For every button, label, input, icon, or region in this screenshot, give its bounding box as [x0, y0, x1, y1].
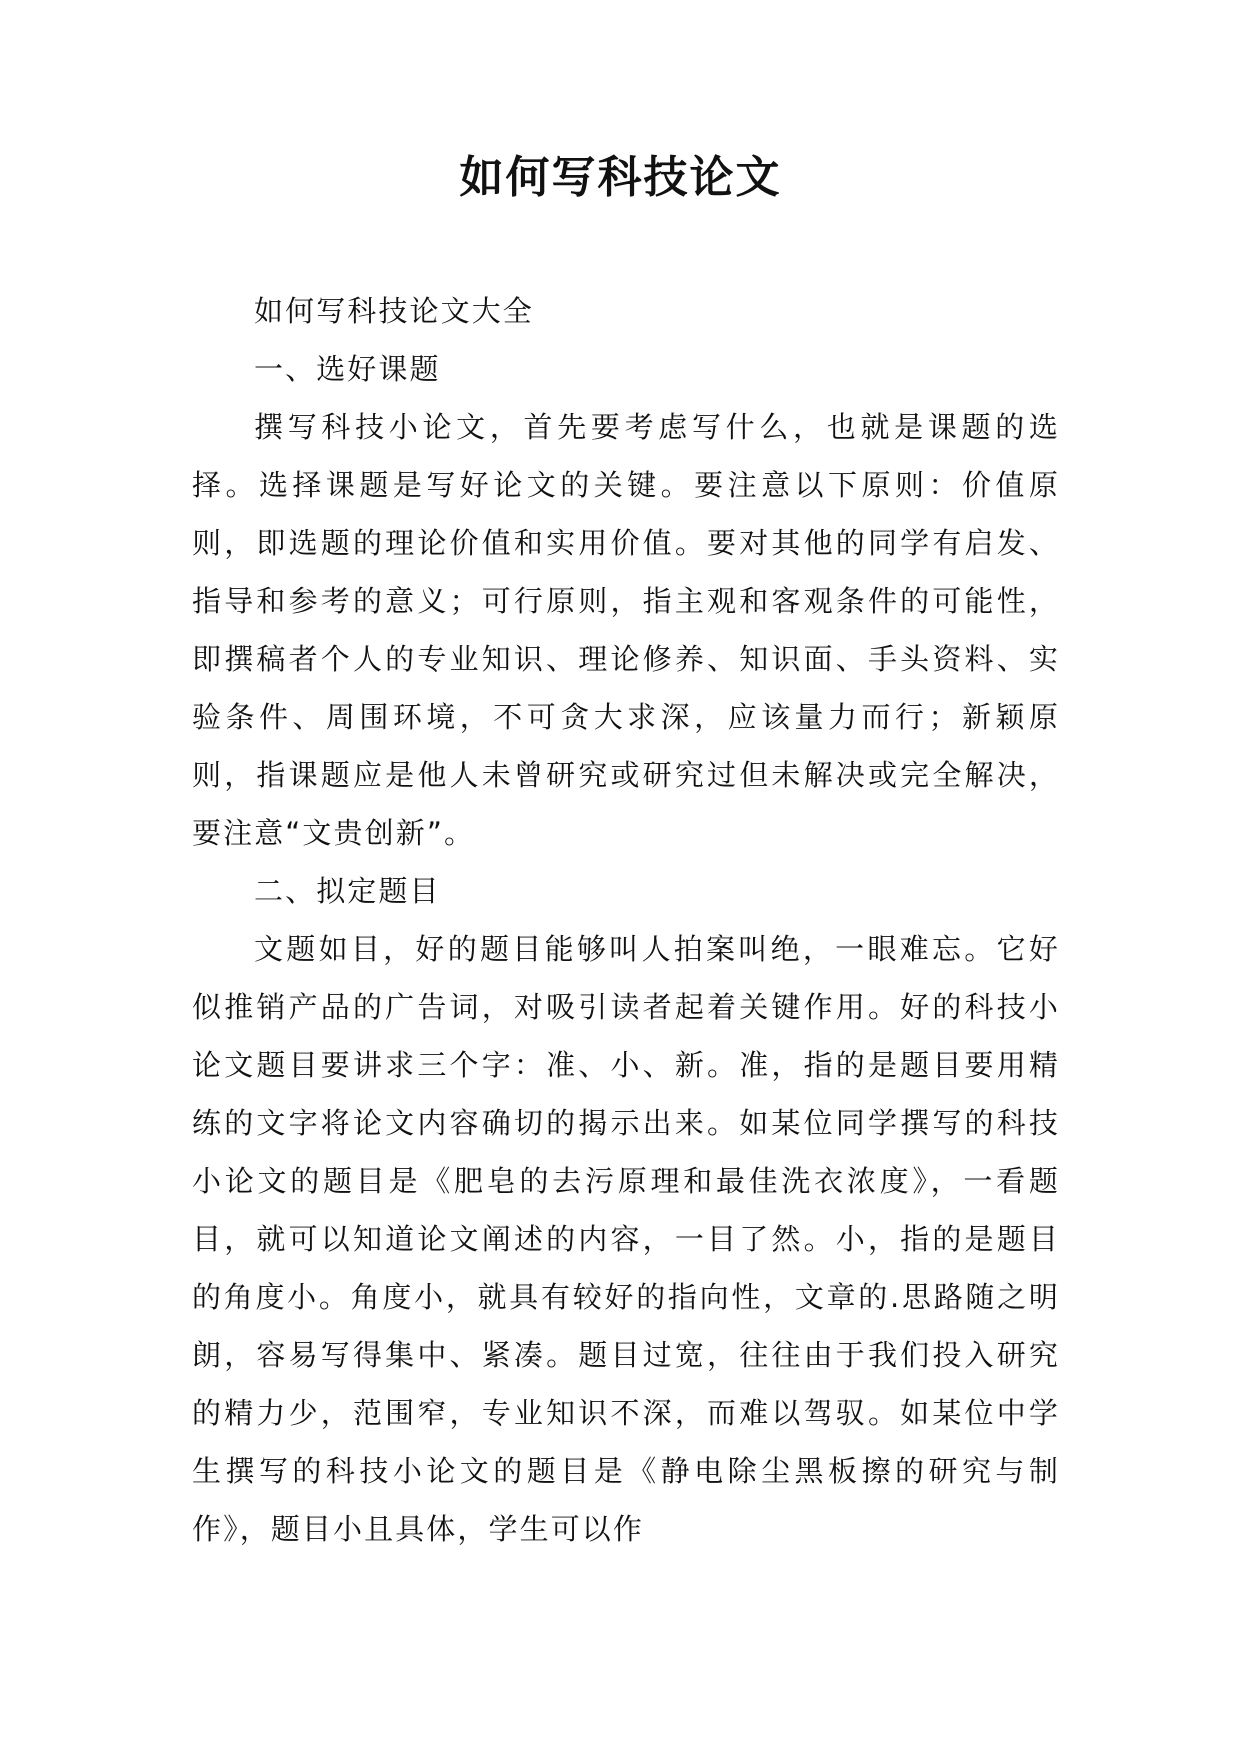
document-body — [192, 282, 1060, 1558]
section-heading-1: 一、选好课题 — [254, 352, 441, 386]
section-paragraph-2: 文题如目，好的题目能够叫人拍案叫绝，一眼难忘。它好似推销产品的广告词，对吸引读者起着关键作用。好的科技小论文题目要讲求三个字：准、小、新。准，指的是题目要用精练的文字将论文内容确切的揭示出来。如某位同学撰写的科技小论文的题目是《肥皂的去污原理和最佳洗衣浓度》，一看题目，就可以知道论文阐述的内容，一目了然。小，指的是题目的角度小。角度小，就具有较好的指向性，文章的.思路随之明朗，容易写得集中、紧凑。题目过宽，往往由于我们投入研究的精力少，范围窄，专业知识不深，而难以驾驭。如某位中学生撰写的科技小论文的题目是《静电除尘黑板擦的研究与制作》，题目小且具体，学生可以作 — [192, 932, 1060, 1546]
document-subtitle: 如何写科技论文大全 — [254, 294, 534, 328]
page-title: 如何写科技论文 — [459, 152, 782, 203]
section-heading-2: 二、拟定题目 — [254, 874, 441, 908]
section-paragraph-1: 撰写科技小论文，首先要考虑写什么，也就是课题的选择。选择课题是写好论文的关键。要注意以下原则：价值原则，即选题的理论价值和实用价值。要对其他的同学有启发、指导和参考的意义；可行原则，指主观和客观条件的可能性，即撰稿者个人的专业知识、理论修养、知识面、手头资料、实验条件、周围环境，不可贪大求深，应该量力而行；新颖原则，指课题应是他人未曾研究或研究过但未解决或完全解决，要注意“文贵创新”。 — [192, 410, 1060, 850]
